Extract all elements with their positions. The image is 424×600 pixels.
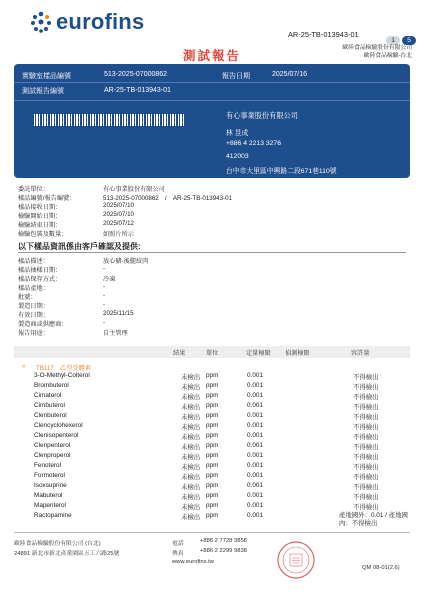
report-date-label: 報告日期 [222,73,250,80]
table-row: Mabuterol 未檢出 ppm 0.001 不得檢出 [34,492,379,501]
report-date-value: 2025/07/16 [272,71,308,78]
table-row: Mapenterol 未檢出 ppm 0.001 不得檢出 [34,502,379,511]
eurofins-logo-icon [30,11,52,33]
col-unit: 單位 [206,350,219,357]
col-detect: 偵測極限 [285,350,310,357]
client-address: 台中市大里區中興路二段671巷110號 [226,168,337,175]
table-row: Clenpenterol 未檢出 ppm 0.001 不得檢出 [34,442,379,451]
table-row: Clenproperol 未檢出 ppm 0.001 不得檢出 [34,452,379,461]
company-seal-icon [276,540,316,580]
test-report-no-value: AR-25-TB-013943-01 [104,87,171,94]
test-group-title: TB117 乙型受體素 [36,365,91,372]
client-info-section-title: 以下樣品資訊係由客戶確認及提供: [18,242,141,251]
brand-name: eurofins [56,9,145,34]
table-row: Clencyclohexerol 未檢出 ppm 0.001 不得檢出 [34,422,379,431]
test-report-no-label: 測試報告編號 [22,88,64,95]
table-row: Clenisopenterol 未檢出 ppm 0.001 不得檢出 [34,432,379,441]
footer-address: 24891 新北市新北產業園區五工六路25號 [14,551,120,557]
page-total: 5 [402,36,416,45]
page-indicator [386,29,418,44]
report-summary-box [14,64,410,178]
footer-website: www.eurofins.tw [172,559,214,565]
table-row: Cimaterol 未檢出 ppm 0.001 不得檢出 [34,392,379,401]
lab-company-name: 歐陸食品檢驗股份有限公司 [342,45,412,51]
table-row: Formoterol 未檢出 ppm 0.001 不得檢出 [34,472,379,481]
divider [14,532,410,533]
table-row: Clenbuterol 未檢出 ppm 0.001 不得檢出 [34,412,379,421]
page-title: 測試報告 [182,49,241,63]
group-marker-icon: » [22,364,26,370]
table-row: Cimbuterol 未檢出 ppm 0.001 不得檢出 [34,402,379,411]
lab-branch-name: 歐陸食品檢驗-台北 [363,53,412,59]
table-row: Isoxsuprine 未檢出 ppm 0.001 不得檢出 [34,482,379,491]
divider [14,100,410,101]
footer-company: 歐陸食品檢驗股份有限公司 (台北) [14,541,101,547]
client-contact: 林 昱成 [226,130,249,137]
divider [18,252,406,253]
client-company: 有心事業股份有限公司 [226,111,298,120]
col-requirement: 容許量 [351,350,370,357]
header-report-number: AR-25-TB-013943-01 [288,30,359,39]
table-row: Ractopamine 未檢出 ppm 0.001 產地國外：0.01 / 產地國內：不得檢出 [34,512,408,527]
form-code: QM 08-01(2.6) [362,565,400,571]
divider [14,82,410,83]
client-postcode: 412003 [226,153,249,160]
table-row: 3-O-Methyl-Colterol 未檢出 ppm 0.001 不得檢出 [34,372,379,381]
sample-no-label: 實驗室樣品編號 [22,73,71,80]
footer-fax-label: 傳真 [172,551,184,557]
col-result: 結果 [173,350,186,357]
page-current: 1 [386,36,400,45]
barcode [34,114,184,126]
col-limit: 定量極限 [246,350,271,357]
footer-phone: +886 2 7728 3858 [200,538,247,544]
footer-fax: +886 2 2299 9838 [200,548,247,554]
client-phone: +886 4 2213 3276 [226,140,281,147]
footer-phone-label: 電話 [172,541,184,547]
table-row: Brombuterol 未檢出 ppm 0.001 不得檢出 [34,382,379,391]
results-table-header [14,346,410,358]
sample-no-value: 513-2025-07000862 [104,71,168,78]
table-row: Fenoterol 未檢出 ppm 0.001 不得檢出 [34,462,379,471]
